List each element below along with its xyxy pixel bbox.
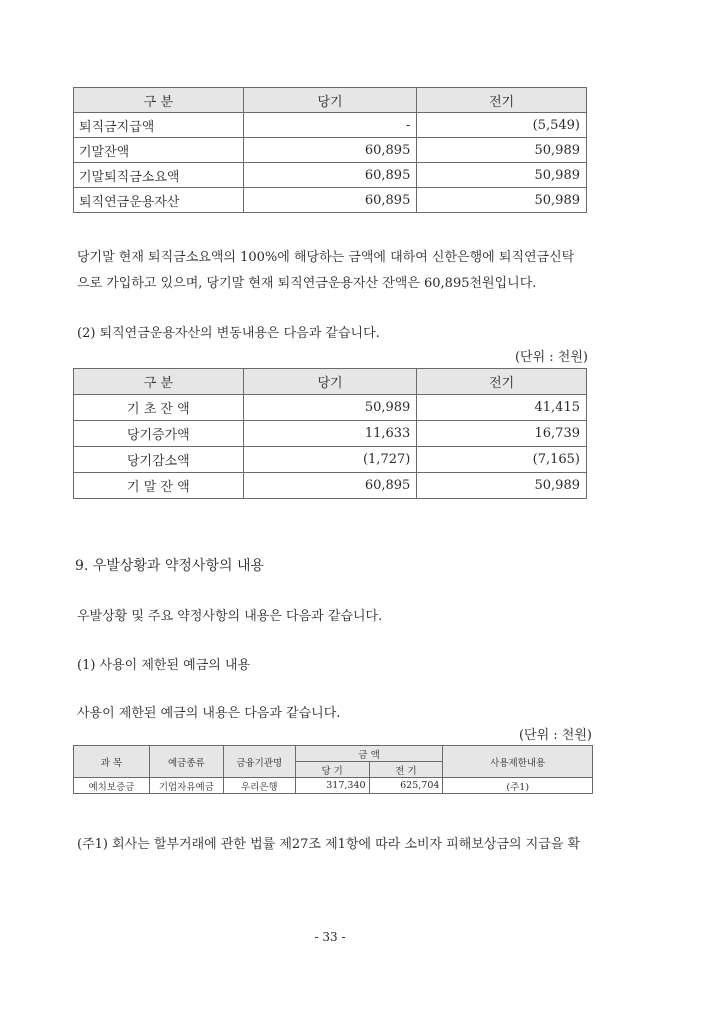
subsection-title: (1) 사용이 제한된 예금의 내용 — [77, 658, 251, 673]
row-label: 당기감소액 — [74, 447, 244, 473]
unit-label: (단위 : 천원) — [518, 728, 592, 743]
table-row — [74, 421, 587, 447]
current-value: 317,340 — [295, 778, 369, 794]
table-row — [74, 188, 587, 213]
prior-value: 50,989 — [417, 138, 587, 163]
header-institution: 금융기관명 — [223, 746, 295, 778]
paragraph-line: 우발상황 및 주요 약정사항의 내용은 다음과 같습니다. — [77, 609, 383, 624]
restricted-deposits-table — [73, 745, 593, 794]
current-value: 11,633 — [243, 421, 417, 447]
table-header-row — [74, 369, 587, 395]
section-heading: 9. 우발상황과 약정사항의 내용 — [75, 558, 264, 574]
table-row — [74, 447, 587, 473]
current-value: 60,895 — [243, 138, 417, 163]
retirement-pension-table — [73, 87, 587, 213]
header-current: 당기 — [243, 88, 417, 113]
page-number: - 33 - — [314, 930, 346, 944]
table-row — [74, 138, 587, 163]
header-subject: 과 목 — [74, 746, 150, 778]
current-value: 60,895 — [243, 473, 417, 499]
row-label: 기말퇴직금소요액 — [74, 163, 244, 188]
header-restriction: 사용제한내용 — [443, 746, 593, 778]
row-label: 기 말 잔 액 — [74, 473, 244, 499]
table-row — [74, 778, 593, 794]
unit-label: (단위 : 천원) — [514, 350, 588, 365]
subject-cell: 예치보증금 — [74, 778, 150, 794]
prior-value: 16,739 — [417, 421, 587, 447]
prior-value: 50,989 — [417, 188, 587, 213]
header-prior: 전 기 — [369, 762, 443, 778]
prior-value: 625,704 — [369, 778, 443, 794]
institution-cell: 우리은행 — [223, 778, 295, 794]
table-row — [74, 395, 587, 421]
current-value: (1,727) — [243, 447, 417, 473]
paragraph-line: 으로 가입하고 있으며, 당기말 현재 퇴직연금운용자산 잔액은 60,895천원입니다. — [77, 276, 537, 291]
footnote: (주1) 회사는 할부거래에 관한 법률 제27조 제1항에 따라 소비자 피해보상금의 지급을 확 — [77, 837, 581, 852]
deposit-type-cell: 기업자유예금 — [149, 778, 223, 794]
header-current: 당기 — [243, 369, 417, 395]
section-title: (2) 퇴직연금운용자산의 변동내용은 다음과 같습니다. — [77, 326, 380, 341]
table-row — [74, 163, 587, 188]
table-row — [74, 473, 587, 499]
current-value: 50,989 — [243, 395, 417, 421]
prior-value: 50,989 — [417, 163, 587, 188]
row-label: 퇴직연금운용자산 — [74, 188, 244, 213]
table-row — [74, 113, 587, 138]
current-value: 60,895 — [243, 163, 417, 188]
header-prior: 전기 — [417, 369, 587, 395]
table-header-row — [74, 88, 587, 113]
header-category: 구 분 — [74, 88, 244, 113]
header-deposit-type: 예금종류 — [149, 746, 223, 778]
prior-value: 50,989 — [417, 473, 587, 499]
prior-value: 41,415 — [417, 395, 587, 421]
header-current: 당 기 — [295, 762, 369, 778]
table-header-row — [74, 746, 593, 762]
paragraph-line: 사용이 제한된 예금의 내용은 다음과 같습니다. — [77, 706, 341, 721]
header-prior: 전기 — [417, 88, 587, 113]
row-label: 기말잔액 — [74, 138, 244, 163]
paragraph-line: 당기말 현재 퇴직금소요액의 100%에 해당하는 금액에 대하여 신한은행에 퇴직연금신탁 — [77, 250, 575, 265]
pension-asset-change-table — [73, 368, 587, 499]
current-value: 60,895 — [243, 188, 417, 213]
header-amount: 금 액 — [295, 746, 443, 762]
prior-value: (7,165) — [417, 447, 587, 473]
restriction-cell: (주1) — [443, 778, 593, 794]
prior-value: (5,549) — [417, 113, 587, 138]
row-label: 당기증가액 — [74, 421, 244, 447]
row-label: 기 초 잔 액 — [74, 395, 244, 421]
row-label: 퇴직금지급액 — [74, 113, 244, 138]
header-category: 구 분 — [74, 369, 244, 395]
current-value: - — [243, 113, 417, 138]
